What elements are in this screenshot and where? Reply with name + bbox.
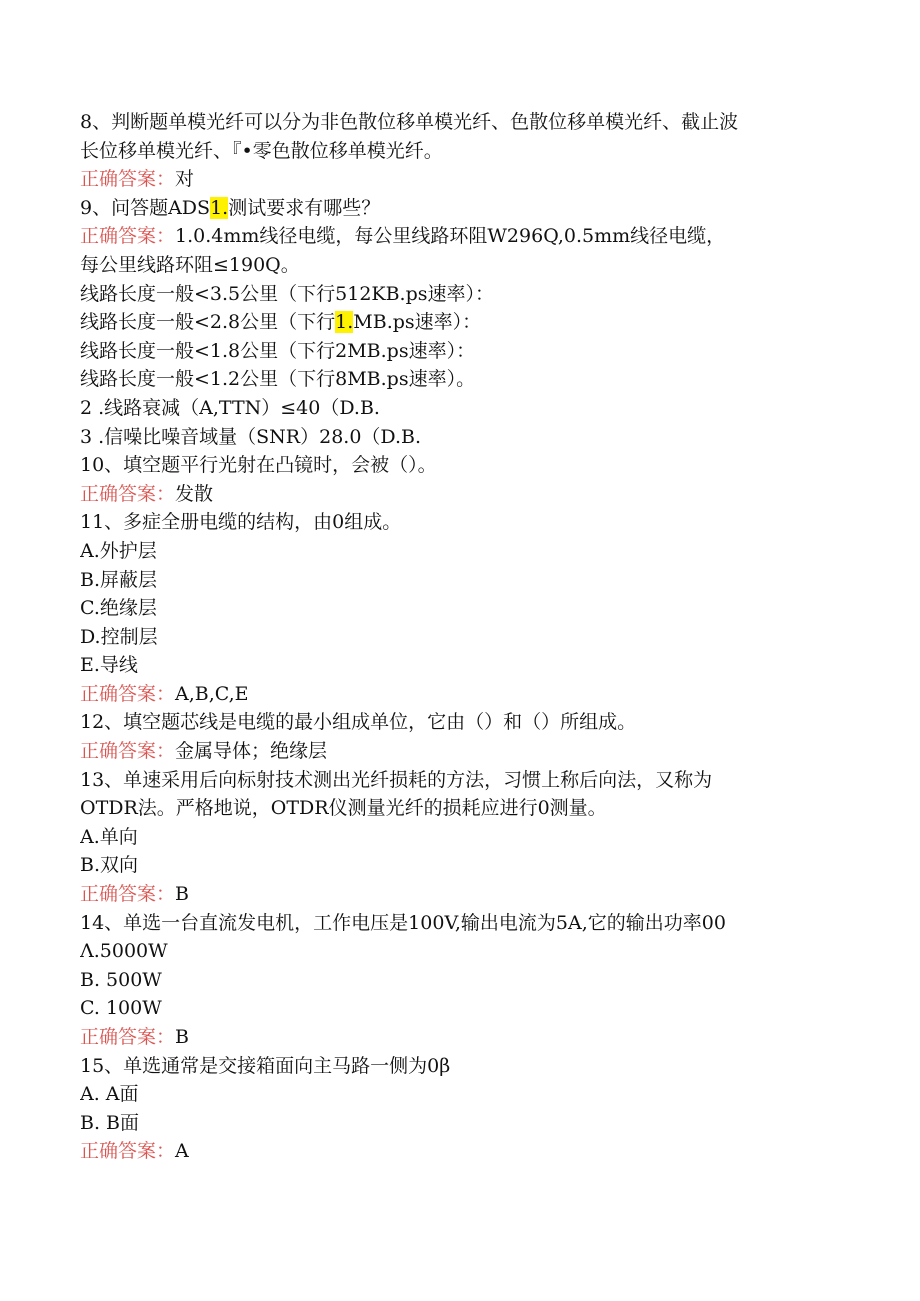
answer-value: B (175, 1026, 189, 1048)
answer-value: A (175, 1140, 189, 1163)
text-line: A.单向 (80, 825, 138, 848)
text-segment: 线路长度一般<2.8公里（下行 (80, 311, 336, 334)
answer-value: 对 (175, 168, 195, 191)
answer-value: 发散 (175, 482, 214, 505)
text-line: 每公里线路环阻≤190Q。 (80, 253, 300, 276)
answer-line (80, 737, 880, 766)
answer-line (80, 880, 880, 909)
text-line: A.外护层 (80, 539, 157, 562)
answer-line (80, 1137, 880, 1166)
text-line: B.双向 (80, 854, 139, 877)
highlighted-text: 1. (210, 196, 229, 219)
answer-value: B (175, 883, 189, 906)
answer-value: 金属导体；绝缘层 (175, 740, 328, 763)
answer-label: 正确答案： (80, 883, 176, 906)
text-line: 12、填空题芯线是电缆的最小组成单位，它由（）和（）所组成。 (80, 711, 637, 734)
text-segment: MB.ps速率）： (353, 311, 482, 334)
text-line: 线路长度一般<1.2公里（下行8MB.ps速率）。 (80, 368, 476, 391)
text-line: 14、单选一台直流发电机，工作电压是100V,输出电流为5A,它的输出功率00 (80, 911, 726, 934)
text-line: 10、填空题平行光射在凸镜时，会被（）。 (80, 454, 437, 477)
text-line: Λ.5000W (80, 940, 168, 963)
text-line: 线路长度一般<1.8公里（下行2MB.ps速率）： (80, 339, 476, 362)
answer-label: 正确答案： (80, 740, 176, 763)
text-segment: 测试要求有哪些？ (228, 196, 381, 219)
text-segment: 9、问答题ADS (80, 196, 211, 219)
text-line: B. B面 (80, 1111, 140, 1134)
text-line: E.导线 (80, 654, 138, 677)
text-line: 8、判断题单模光纤可以分为非色散位移单模光纤、色散位移单模光纤、截止波 (80, 111, 739, 133)
answer-label: 正确答案： (80, 225, 176, 248)
answer-line (80, 680, 880, 709)
text-line: OTDR法。严格地说，OTDR仪测量光纤的损耗应进行0测量。 (80, 797, 607, 820)
text-line: 长位移单模光纤、『•零色散位移单模光纤。 (80, 139, 443, 162)
text-line: A. A面 (80, 1083, 139, 1106)
answer-label: 正确答案： (80, 168, 176, 191)
answer-line (80, 222, 880, 251)
text-line: 2 .线路衰减（A,TTN）≤40（D.B. (80, 396, 380, 419)
text-line: 15、单选通常是交接箱面向主马路一侧为0β (80, 1054, 451, 1077)
text-line: B. 500W (80, 968, 162, 991)
text-line: 11、多症全册电缆的结构，由0组成。 (80, 511, 402, 534)
answer-label: 正确答案： (80, 682, 176, 705)
text-line: D.控制层 (80, 625, 158, 648)
text-line (80, 308, 880, 337)
answer-line (80, 1023, 880, 1052)
answer-label: 正确答案： (80, 1026, 176, 1048)
answer-value: 1.0.4mm线径电缆，每公里线路环阻W296Q,0.5mm线径电缆， (175, 225, 726, 248)
text-line: C.绝缘层 (80, 597, 157, 620)
answer-line (80, 165, 880, 194)
highlighted-text: 1. (335, 311, 354, 334)
text-line: 3 .信噪比噪音域量（SNR）28.0（D.B. (80, 425, 422, 448)
answer-label: 正确答案： (80, 482, 176, 505)
answer-value: A,B,C,E (175, 682, 249, 705)
answer-line (80, 480, 880, 509)
text-line: 13、单速采用后向标射技术测出光纤损耗的方法，习惯上称后向法，又称为 (80, 768, 713, 791)
text-line (80, 194, 880, 223)
text-line: 线路长度一般<3.5公里（下行512KB.ps速率）： (80, 282, 495, 305)
text-line: C. 100W (80, 997, 162, 1020)
document-body (80, 108, 880, 1166)
text-line: B.屏蔽层 (80, 568, 158, 591)
answer-label: 正确答案： (80, 1140, 176, 1163)
